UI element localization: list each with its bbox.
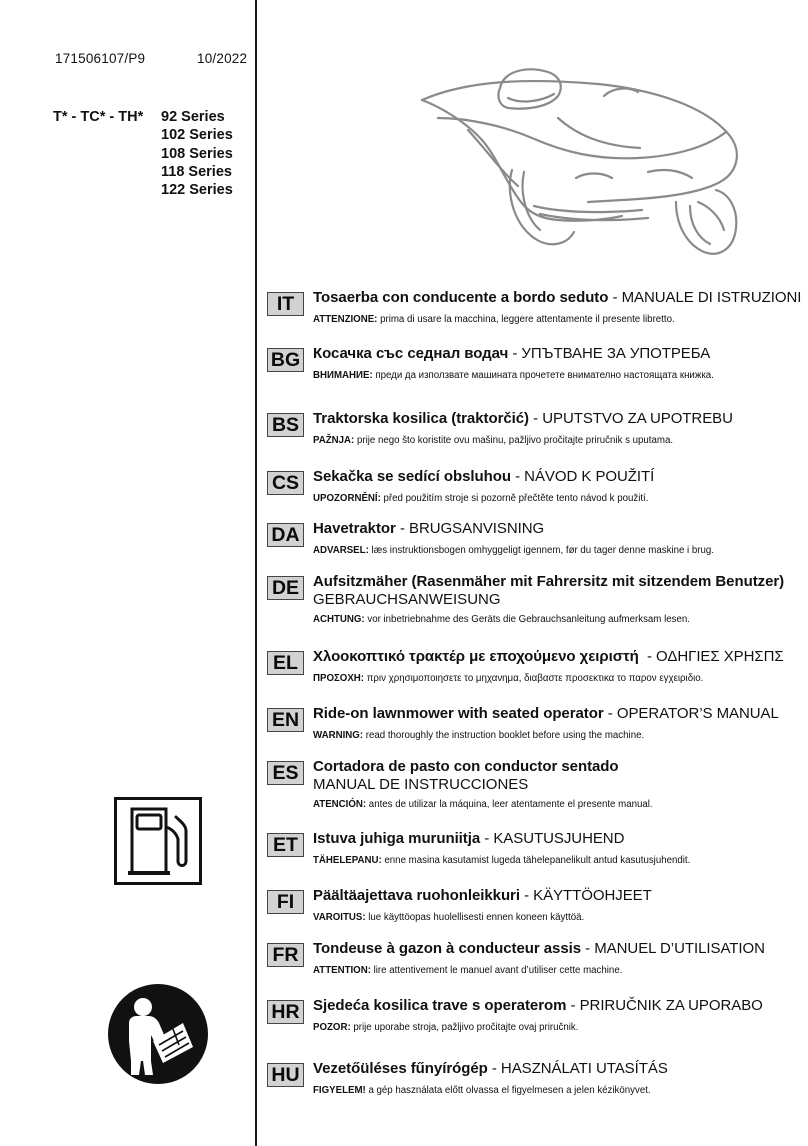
warning-text: [313, 545, 714, 556]
warning-text: [313, 1085, 651, 1096]
warning-body: преди да използвате машината прочетете внимателно настоящата книжка.: [372, 370, 714, 381]
series-item: 102 Series: [161, 127, 233, 144]
title-separator: -: [566, 997, 580, 1014]
fuel-pump-icon: [114, 797, 202, 885]
product-name: Aufsitzmäher (Rasenmäher mit Fahrersitz mit sitzendem Benutzer): [313, 573, 785, 590]
warning-body: πριν χρησιμοποιησετε το μηχανημα, διαβαστε προσεκτικα το παρον εγχειριδιο.: [364, 673, 704, 684]
manual-title: MANUEL D’UTILISATION: [594, 940, 765, 957]
language-code-badge: BG: [267, 348, 304, 372]
warning-label: ATENCIÓN:: [313, 799, 367, 810]
title-separator: -: [581, 940, 595, 957]
language-title: [313, 887, 652, 905]
warning-body: lue käyttöopas huolellisesti ennen koneen käyttöä.: [365, 912, 585, 923]
warning-text: [313, 799, 653, 810]
read-manual-icon: [107, 983, 209, 1085]
product-name: Tosaerba con conducente a bordo seduto: [313, 289, 609, 306]
warning-body: prima di usare la macchina, leggere attentamente il presente libretto.: [377, 314, 675, 325]
model-prefix: T* - TC* - TH*: [53, 109, 144, 125]
warning-text: [313, 730, 644, 741]
language-title: [313, 940, 765, 958]
manual-title: MANUALE DI ISTRUZIONI: [621, 289, 802, 306]
manual-title: HASZNÁLATI UTASÍTÁS: [500, 1060, 668, 1077]
tractor-outline-icon: [408, 60, 778, 260]
manual-title: GEBRAUCHSANWEISUNG: [313, 591, 501, 608]
language-code-badge: FR: [267, 943, 304, 967]
warning-label: FIGYELEM!: [313, 1085, 366, 1096]
warning-text: [313, 435, 673, 446]
warning-label: TÄHELEPANU:: [313, 855, 382, 866]
product-name: Traktorska kosilica (traktorčić): [313, 410, 530, 427]
warning-text: [313, 314, 675, 325]
manual-title: MANUAL DE INSTRUCCIONES: [313, 776, 529, 793]
document-code: 171506107/P9: [55, 51, 146, 66]
manual-title: KÄYTTÖOHJEET: [533, 887, 652, 904]
title-separator: -: [395, 520, 410, 537]
language-code-badge: EL: [267, 651, 304, 675]
warning-body: enne masina kasutamist lugeda tähelepanelikult antud kasutusjuhendit.: [381, 855, 691, 866]
title-separator: -: [487, 1060, 501, 1077]
warning-body: prije uporabe stroja, pažljivo pročitajte ovaj priručnik.: [350, 1022, 579, 1033]
document-date: 10/2022: [197, 51, 248, 66]
product-name: Vezetőüléses fűnyírógép: [313, 1060, 488, 1077]
manual-title: KASUTUSJUHEND: [493, 830, 625, 847]
title-separator: -: [480, 830, 494, 847]
language-title: [313, 573, 784, 591]
language-title: [313, 705, 779, 723]
warning-label: PAŽNJA:: [313, 435, 355, 446]
warning-text: [313, 855, 690, 866]
warning-body: lire attentivement le manuel avant d’utiliser cette machine.: [370, 965, 623, 976]
language-code-badge: EN: [267, 708, 304, 732]
warning-label: ACHTUNG:: [313, 614, 365, 625]
title-separator: -: [508, 345, 522, 362]
product-name: Tondeuse à gazon à conducteur assis: [313, 940, 582, 957]
language-title: [313, 345, 710, 363]
vertical-divider: [255, 0, 257, 1146]
product-name: Päältäajettava ruohonleikkuri: [313, 887, 520, 904]
warning-text: [313, 614, 690, 625]
language-title: [313, 1060, 668, 1078]
product-name: Istuva juhiga muruniitja: [313, 830, 481, 847]
manual-title: УПЪТВАНЕ ЗА УПОТРЕБА: [521, 345, 711, 362]
language-title: [313, 830, 624, 848]
manual-title: NÁVOD K POUŽITÍ: [524, 468, 655, 485]
warning-label: VAROITUS:: [313, 912, 366, 923]
warning-text: [313, 493, 648, 504]
language-code-badge: HR: [267, 1000, 304, 1024]
warning-text: [313, 673, 703, 684]
language-code-badge: ES: [267, 761, 304, 785]
warning-text: [313, 912, 584, 923]
warning-label: WARNING:: [313, 730, 364, 741]
warning-body: læs instruktionsbogen omhyggeligt igennem, før du tager denne maskine i brug.: [368, 545, 714, 556]
warning-body: read thoroughly the instruction booklet before using the machine.: [363, 730, 645, 741]
manual-title: OPERATOR’S MANUAL: [616, 705, 779, 722]
manual-title: UPUTSTVO ZA UPOTREBU: [542, 410, 733, 427]
language-code-badge: BS: [267, 413, 304, 437]
warning-body: a gép használata előtt olvassa el figyelmesen a jelen kézikönyvet.: [365, 1085, 651, 1096]
series-list: [161, 108, 233, 199]
series-item: 118 Series: [161, 163, 232, 180]
product-name: Sekačka se sedící obsluhou: [313, 468, 511, 485]
product-name: Sjedeća kosilica trave s operaterom: [313, 997, 567, 1014]
warning-label: POZOR:: [313, 1022, 351, 1033]
warning-body: antes de utilizar la máquina, leer atentamente el presente manual.: [366, 799, 653, 810]
warning-label: ATTENTION:: [313, 965, 371, 976]
language-code-badge: CS: [267, 471, 304, 495]
language-title: [313, 468, 654, 486]
language-title: [313, 410, 733, 428]
language-code-badge: ET: [267, 833, 304, 857]
language-code-badge: DA: [267, 523, 304, 547]
product-name: Косачка със седнал водач: [313, 345, 509, 362]
product-name: Ride-on lawnmower with seated operator: [313, 705, 604, 722]
title-separator: -: [638, 648, 657, 665]
warning-body: prije nego što koristite ovu mašinu, pažljivo pročitajte priručnik s uputama.: [354, 435, 674, 446]
language-title: [313, 520, 544, 538]
warning-text: [313, 965, 622, 976]
product-name: Cortadora de pasto con conductor sentado: [313, 758, 619, 775]
warning-text: [313, 1022, 578, 1033]
language-code-badge: HU: [267, 1063, 304, 1087]
warning-label: UPOZORNĚNÍ:: [313, 493, 381, 504]
product-name: Χλοοκοπτικό τρακτέρ με εποχούμενο χειριστή: [313, 648, 639, 665]
language-code-badge: IT: [267, 292, 304, 316]
series-item: 92 Series: [161, 109, 225, 125]
language-title: [313, 289, 801, 307]
title-separator: -: [603, 705, 617, 722]
language-title: [313, 997, 763, 1015]
warning-label: ADVARSEL:: [313, 545, 369, 556]
language-title: [313, 758, 619, 776]
warning-text: [313, 370, 714, 381]
warning-label: ATTENZIONE:: [313, 314, 378, 325]
series-item: 108 Series: [161, 145, 233, 162]
title-separator: -: [608, 289, 622, 306]
title-separator: -: [510, 468, 525, 485]
series-item: 122 Series: [161, 182, 233, 199]
manual-title: BRUGSANVISNING: [409, 520, 545, 537]
manual-title: PRIRUČNIK ZA UPORABO: [579, 997, 763, 1014]
warning-label: ΠΡΟΣΟΧΗ:: [313, 673, 365, 684]
title-separator: -: [529, 410, 543, 427]
warning-body: vor inbetriebnahme des Geräts die Gebrauchsanleitung aufmerksam lesen.: [364, 614, 690, 625]
title-separator: -: [519, 887, 534, 904]
language-title: [313, 648, 784, 666]
warning-label: ВНИМАНИЕ:: [313, 370, 373, 381]
language-code-badge: DE: [267, 576, 304, 600]
warning-body: před použitím stroje si pozorně přečtěte tento návod k použití.: [380, 493, 649, 504]
manual-title: ΟΔΗΓΙΕΣ ΧΡΗΣΠΣ: [656, 648, 784, 665]
product-name: Havetraktor: [313, 520, 396, 537]
language-code-badge: FI: [267, 890, 304, 914]
